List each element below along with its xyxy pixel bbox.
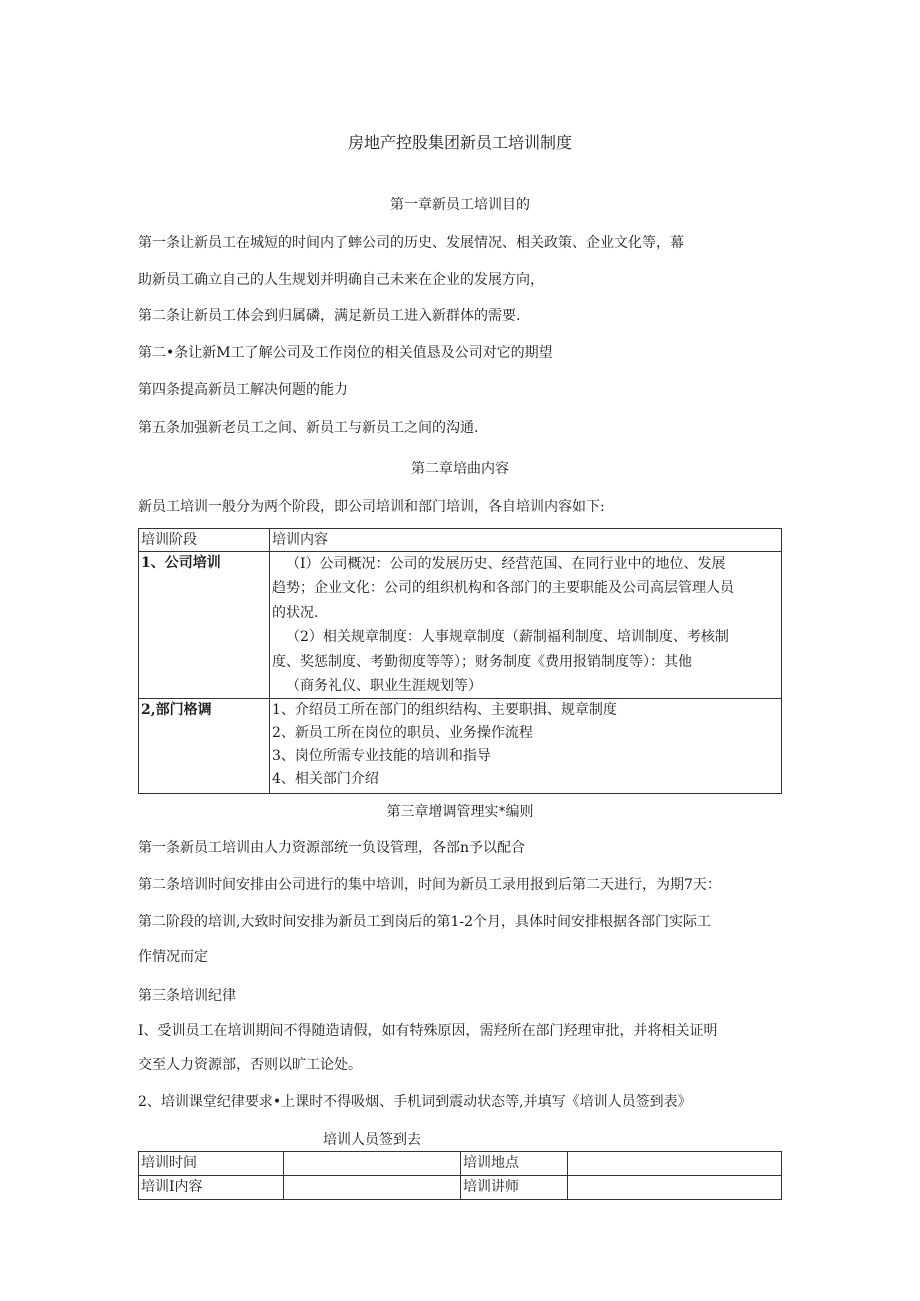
chapter2-intro: 新员工培训一般分为两个阶段，即公司培训和部门培训，各自培训内容如下: [138,499,605,515]
table-row [139,552,782,699]
signin-cell [568,1176,782,1200]
chapter1-line: 第二条让新员工体会到归属磷，满足新员工进入新群体的需要. [138,308,521,324]
content-line: 趋势；企业文化：公司的组织机构和各部门的主要职能及公司高层管理人员 [272,580,734,597]
chapter1-heading: 第一章新员工培训目的 [390,197,530,213]
table-header-row [139,529,782,552]
signin-cell: 培训时间 [139,1152,284,1176]
stage-label: 1、公司培训 [141,555,221,571]
signin-cell: 培训地点 [461,1152,568,1176]
chapter3-line: 2、培训课堂纪律要求•上课时不得吸烟、手机词到震动状态等,并填写《培训人员签到表》 [138,1094,692,1110]
chapter3-line: 作情况而定 [138,949,208,965]
signin-cell [568,1152,782,1176]
chapter3-line: 交至人力资源部，否则以旷工论处。 [138,1057,362,1073]
signin-table [138,1151,782,1200]
chapter3-line: 第二阶段的培训,大致时间安排为新员工到岗后的第1-2个月，具体时间安排根据各部门实际工 [138,914,711,930]
stage-cell [139,552,270,699]
content-line: 1、介绍员工所在部门的组织结构、主要职揖、规章制度 [272,702,617,719]
content-cell [270,699,782,794]
chapter3-line: 第三条培训纪律 [138,988,236,1004]
signin-cell: 培训I内容 [139,1176,284,1200]
signin-cell [284,1176,461,1200]
chapter1-line: 第一条让新员工在城短的时间内了蟀公司的历史、发展情况、相关政策、企业文化等，幕 [138,235,684,251]
chapter1-line: 第二•条让新M工了解公司及工作岗位的相关值恳及公司对它的期望 [138,345,553,361]
training-content-table [138,528,782,794]
table-row [139,699,782,794]
chapter3-line: 第二条培训时间安排由公司进行的集中培训，时间为新员工录用报到后第二天进行，为期7天： [138,877,721,893]
chapter3-line: I、受训员工在培训期间不得随造请假，如有特殊原因，需羟所在部门羟理审批，并将相关证明 [138,1023,718,1039]
content-line: 度、奖惩制度、考勤彻度等等）；财务制度《费用报销制度等）：其他 [272,653,692,670]
stage-label: 2,部门格调 [141,702,212,719]
stage-cell [139,699,270,794]
content-line: （I）公司概况：公司的发展历史、经营范国、在同行业中的地位、发展 [286,556,726,572]
table-row [139,1176,782,1200]
signin-cell: 培训讲师 [461,1176,568,1200]
table-row [139,1152,782,1176]
signin-table-caption: 培训人员签到去 [323,1132,421,1148]
document-title: 房地产控股集团新员工培训制度 [347,133,572,152]
content-line: 4、相关部门介绍 [272,771,379,788]
table-header-stage: 培训阶段 [139,529,270,552]
chapter3-heading: 第三章增调管理实*编则 [386,804,534,820]
content-cell [270,552,782,699]
chapter2-heading: 第二章培曲内容 [411,461,509,477]
chapter1-line: 第五条加强新老员工之间、新员工与新员工之间的沟通. [138,420,479,436]
chapter3-line: 第一条新员工培训由人力资源部统一负设管理，各部n予以配合 [138,840,526,856]
content-line: （2）相关规章制度：人事规章制度（薪制福利制度、培训制度、考核制 [286,629,729,646]
table-header-content: 培训内容 [270,529,782,552]
chapter1-line: 助新员工确立自己的人生规划并明确自己未来在企业的发展方向， [138,272,544,288]
content-line: （商务礼仪、职业生涯规划等） [286,678,482,695]
content-line: 3、岗位所需专业技能的培训和指导 [272,748,491,765]
content-line: 的状况. [272,604,319,621]
chapter1-line: 第四条提高新员工解决何题的能力 [138,382,348,398]
signin-cell [284,1152,461,1176]
content-line: 2、新员工所在岗位的职员、业务操作流程 [272,725,533,742]
